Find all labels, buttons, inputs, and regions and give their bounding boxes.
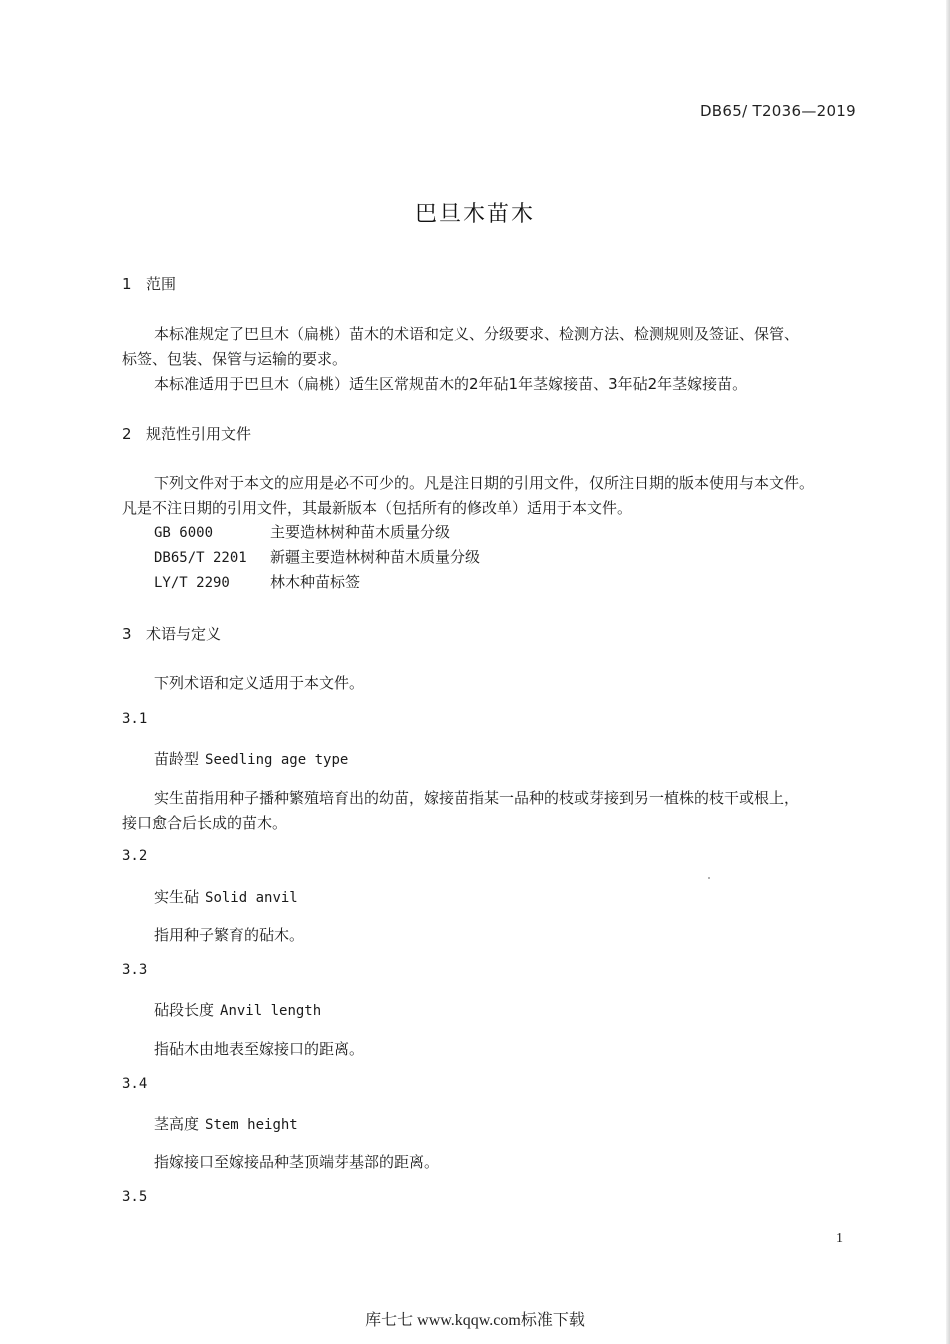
term-en: Stem height [205,1117,298,1133]
section-title: 规范性引用文件 [146,425,252,443]
term-heading [154,1113,298,1134]
clause-number: 3.1 [122,711,148,727]
paragraph-line: 凡是不注日期的引用文件，其最新版本（包括所有的修改单）适用于本文件。 [122,499,633,517]
reference-row [154,546,480,571]
page-number: 1 [836,1231,843,1246]
paragraph-line: 下列文件对于本文的应用是必不可少的。凡是注日期的引用文件，仅所注日期的版本使用与本文件。 [154,474,815,492]
paragraph-line: 实生苗指用种子播种繁殖培育出的幼苗，嫁接苗指某一品种的枝或芽接到另一植株的枝干或根上， [154,789,800,807]
term-definition: 指用种子繁育的砧木。 [154,926,305,944]
paragraph-line: 本标准适用于巴旦木（扁桃）适生区常规苗木的2年砧1年茎嫁接苗、3年砧2年茎嫁接苗。 [154,375,748,393]
document-title: 巴旦木苗木 [414,202,535,227]
reference-title: 林木种苗标签 [270,573,361,591]
term-definition: 指砧木由地表至嫁接口的距离。 [154,1040,365,1058]
scan-speck [708,877,710,879]
section-title: 术语与定义 [146,625,222,643]
term-zh: 砧段长度 [154,1001,215,1019]
clause-number: 3.2 [122,848,148,864]
clause-number: 3.4 [122,1076,148,1092]
section-number: 3 [122,625,132,643]
reference-title: 主要造林树种苗木质量分级 [270,523,451,541]
section-2-heading [122,423,251,444]
reference-row [154,521,450,546]
document-id: DB65/ T2036—2019 [699,102,856,120]
reference-title: 新疆主要造林树种苗木质量分级 [270,548,481,566]
section-3-intro: 下列术语和定义适用于本文件。 [154,674,365,692]
clause-number: 3.3 [122,962,148,978]
section-number: 2 [122,425,132,443]
term-zh: 实生砧 [154,888,200,906]
clause-number: 3.5 [122,1189,148,1205]
term-definition: 指嫁接口至嫁接品种茎顶端芽基部的距离。 [154,1153,440,1171]
paragraph-line: 标签、包装、保管与运输的要求。 [122,350,348,368]
source-watermark: 库七七 www.kqqw.com标准下载 [365,1312,585,1329]
section-number: 1 [122,275,132,293]
paragraph-line: 本标准规定了巴旦木（扁桃）苗木的术语和定义、分级要求、检测方法、检测规则及签证、保管、 [154,325,800,343]
reference-code: GB 6000 [154,525,214,541]
term-en: Seedling age type [205,752,349,768]
section-1-paragraph-2 [122,372,860,397]
term-en: Solid anvil [205,890,298,906]
reference-code: LY/T 2290 [154,575,230,591]
term-zh: 茎高度 [154,1115,200,1133]
term-heading [154,886,298,907]
reference-code: DB65/T 2201 [154,550,247,566]
paragraph-line: 接口愈合后长成的苗木。 [122,814,288,832]
term-definition [122,786,860,836]
term-heading [154,748,348,769]
section-1-paragraph-1 [122,322,860,372]
section-title: 范围 [146,275,177,293]
reference-row [154,571,360,596]
term-heading [154,999,321,1020]
section-2-paragraph-1 [122,471,860,521]
term-zh: 苗龄型 [154,750,200,768]
section-3-heading [122,623,221,644]
term-en: Anvil length [220,1003,322,1019]
section-1-heading [122,273,176,294]
